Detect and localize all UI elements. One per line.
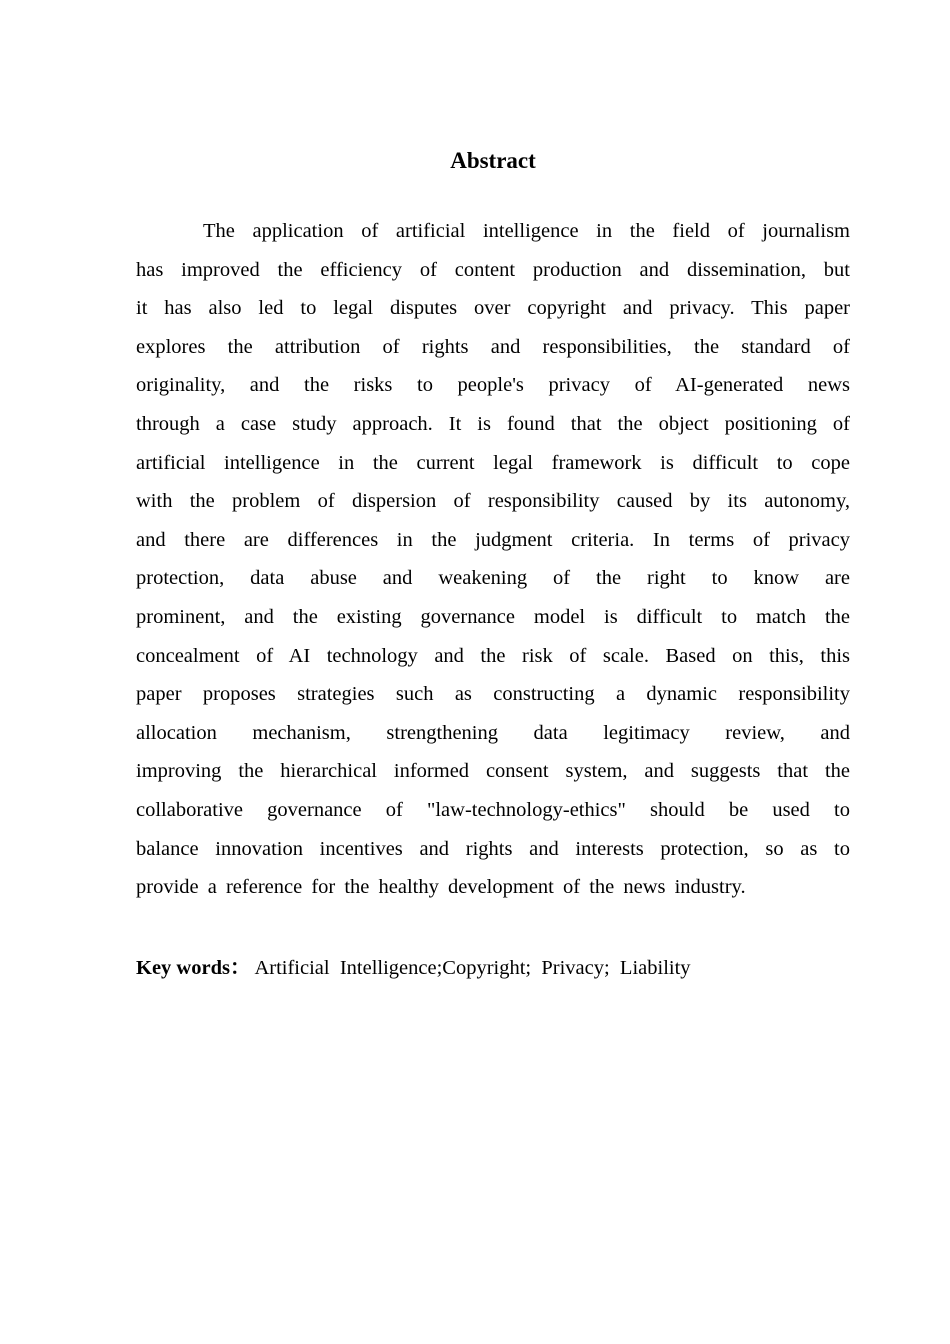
abstract-line: it has also led to legal disputes over copyright and privacy. This paper <box>136 297 850 320</box>
abstract-body <box>136 212 850 907</box>
keywords-label: Key words： <box>136 957 251 979</box>
abstract-line: The application of artificial intelligence in the field of journalism <box>203 220 850 242</box>
abstract-line: collaborative governance of "law-technology-ethics" should be used to <box>136 798 850 821</box>
abstract-line: prominent, and the existing governance model is difficult to match the <box>136 605 850 628</box>
abstract-line: protection, data abuse and weakening of the right to know are <box>136 567 850 590</box>
abstract-line: paper proposes strategies such as constructing a dynamic responsibility <box>136 683 850 706</box>
keywords <box>136 950 691 980</box>
abstract-line: with the problem of dispersion of responsibility caused by its autonomy, <box>136 490 850 513</box>
abstract-line: allocation mechanism, strengthening data legitimacy review, and <box>136 721 850 744</box>
abstract-line: improving the hierarchical informed consent system, and suggests that the <box>136 760 850 783</box>
abstract-line: has improved the efficiency of content production and dissemination, but <box>136 258 850 281</box>
abstract-title: Abstract <box>450 148 536 173</box>
abstract-line: and there are differences in the judgment criteria. In terms of privacy <box>136 528 850 551</box>
abstract-line: explores the attribution of rights and responsibilities, the standard of <box>136 335 850 358</box>
abstract-line: balance innovation incentives and rights and interests protection, so as to <box>136 837 850 860</box>
keywords-value: Artificial Intelligence;Copyright; Privacy; Liability <box>250 957 691 979</box>
abstract-line: through a case study approach. It is found that the object positioning of <box>136 412 850 435</box>
abstract-line: artificial intelligence in the current legal framework is difficult to cope <box>136 451 850 474</box>
abstract-line: provide a reference for the healthy development of the news industry. <box>136 876 746 899</box>
abstract-line: concealment of AI technology and the risk of scale. Based on this, this <box>136 644 850 667</box>
abstract-line: originality, and the risks to people's privacy of AI-generated news <box>136 374 850 397</box>
